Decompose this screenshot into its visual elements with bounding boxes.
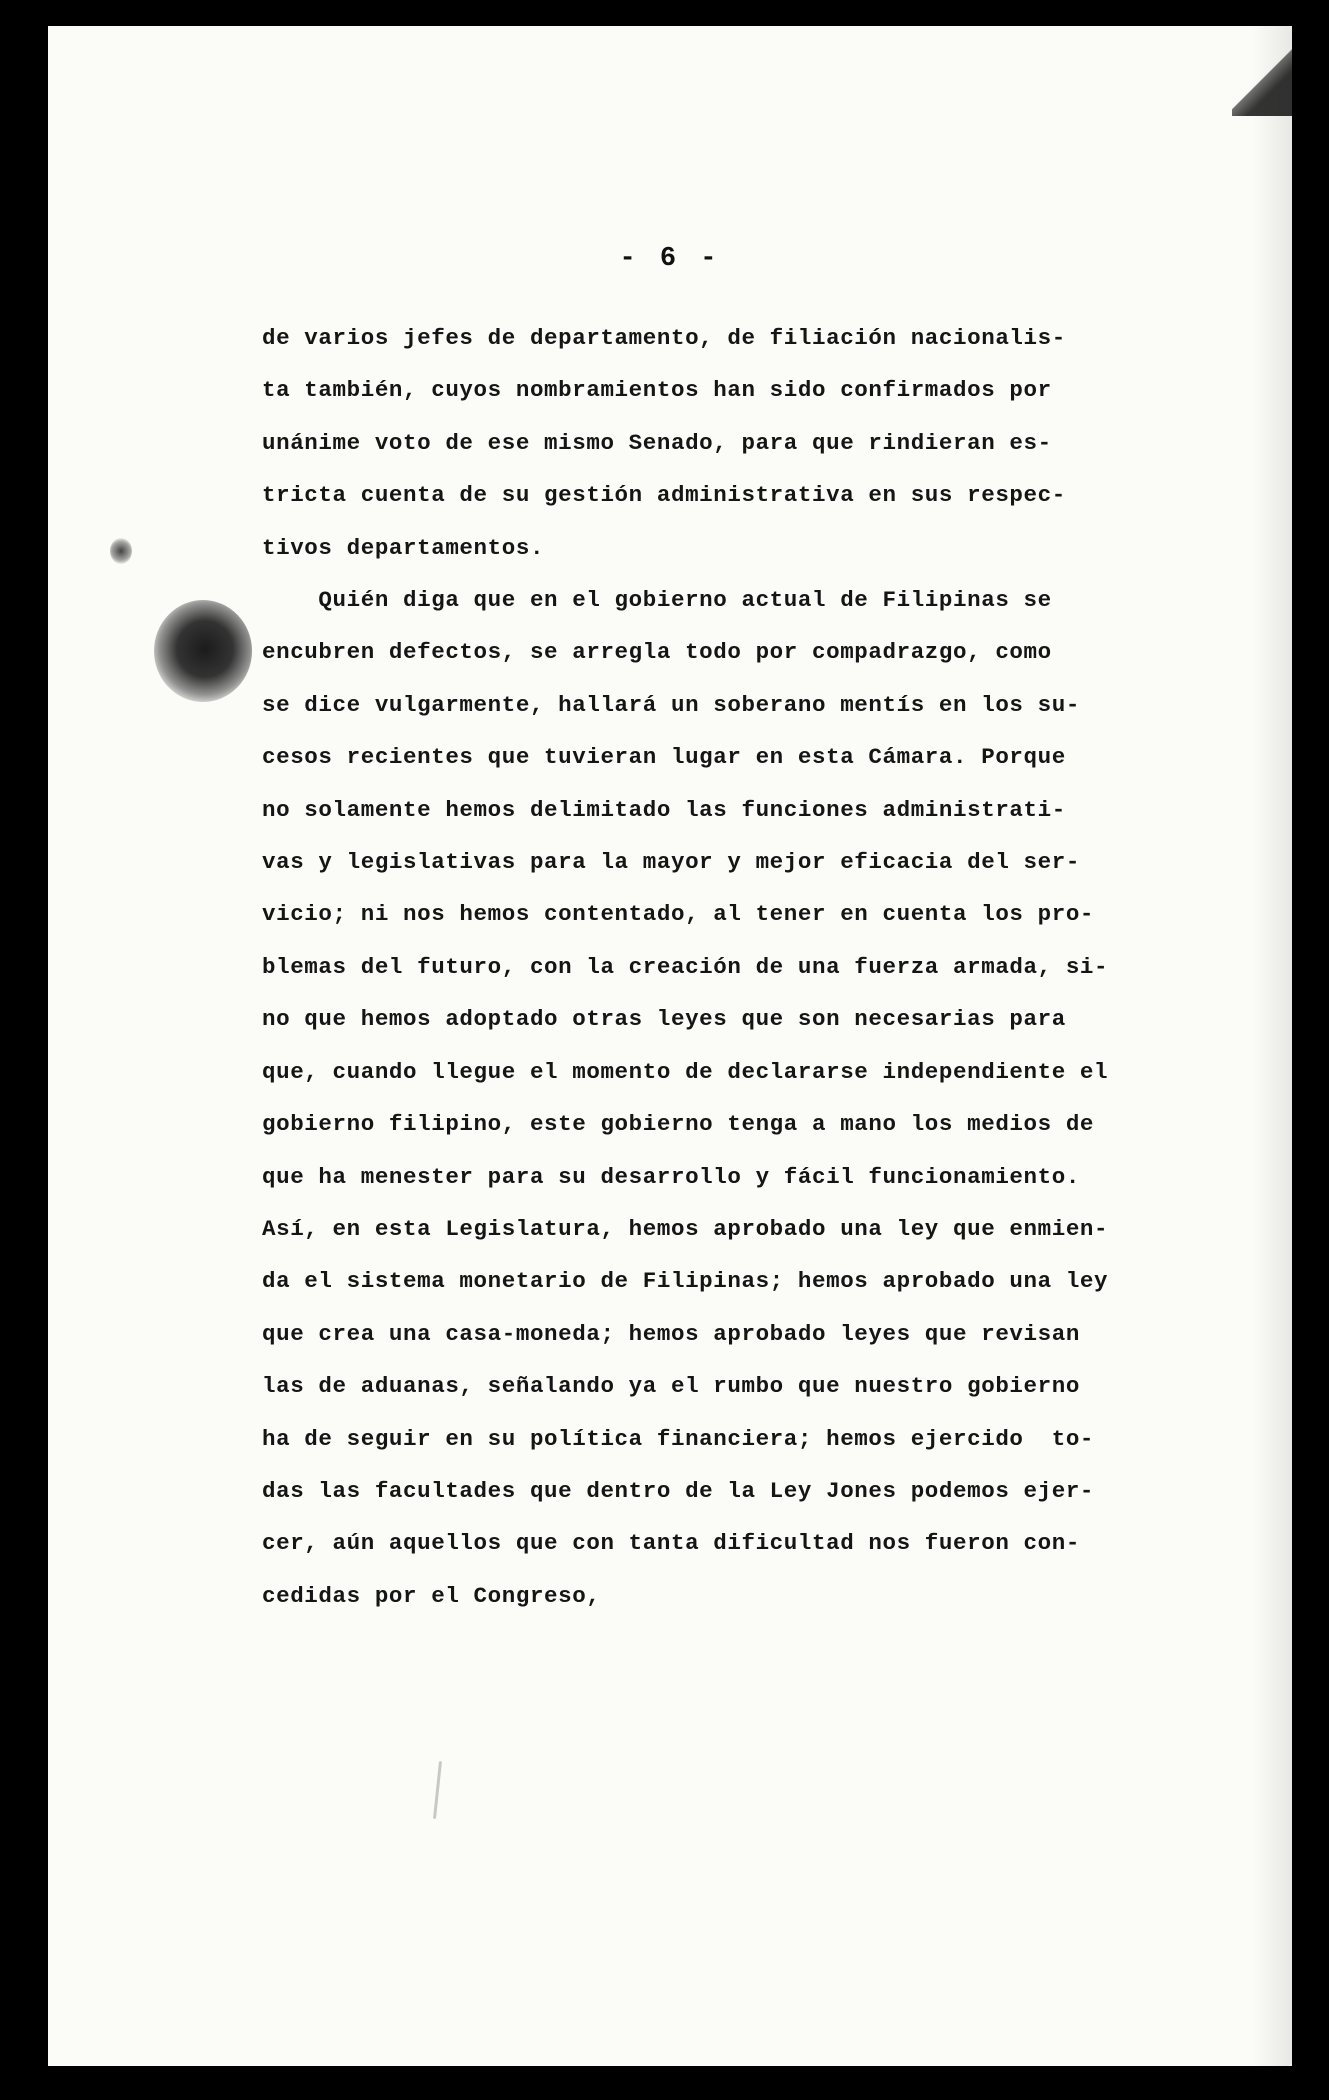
text-line: se dice vulgarmente, hallará un soberano mentís en los su- (262, 691, 1080, 718)
text-line: Así, en esta Legislatura, hemos aprobado una ley que enmien- (262, 1215, 1109, 1242)
page-number: - 6 - (619, 244, 721, 274)
document-page (48, 26, 1292, 2066)
text-line: tivos departamentos. (262, 534, 545, 561)
text-line: unánime voto de ese mismo Senado, para que rindieran es- (262, 429, 1052, 456)
stray-pencil-mark (433, 1761, 442, 1819)
text-line: de varios jefes de departamento, de filiación nacionalis- (262, 325, 1066, 351)
text-line: gobierno filipino, este gobierno tenga a mano los medios de (262, 1111, 1095, 1138)
text-line: que ha menester para su desarrollo y fácil funcionamiento. (262, 1163, 1080, 1190)
text-line: que crea una casa-moneda; hemos aprobado leyes que revisan (262, 1320, 1080, 1347)
text-line: no solamente hemos delimitado las funciones administrati- (262, 796, 1066, 823)
folded-corner (1232, 26, 1292, 116)
text-line: vas y legislativas para la mayor y mejor eficacia del ser- (262, 849, 1080, 876)
text-line: da el sistema monetario de Filipinas; hemos aprobado una ley (262, 1268, 1109, 1295)
text-line: cesos recientes que tuvieran lugar en esta Cámara. Porque (262, 744, 1066, 771)
text-line: ta también, cuyos nombramientos han sido confirmados por (262, 377, 1052, 404)
text-line: Quién diga que en el gobierno actual de Filipinas se (262, 587, 1052, 614)
text-line: vicio; ni nos hemos contentado, al tener en cuenta los pro- (262, 901, 1095, 928)
ink-blot (154, 600, 252, 702)
text-line: tricta cuenta de su gestión administrativa en sus respec- (262, 482, 1066, 509)
text-line: das las facultades que dentro de la Ley Jones podemos ejer- (262, 1477, 1095, 1504)
text-line: no que hemos adoptado otras leyes que son necesarias para (262, 1006, 1066, 1033)
text-line: cer, aún aquellos que con tanta dificultad nos fueron con- (262, 1530, 1080, 1557)
text-line: cedidas por el Congreso, (262, 1582, 601, 1609)
text-line: blemas del futuro, con la creación de una fuerza armada, si- (262, 953, 1109, 980)
text-line: encubren defectos, se arregla todo por compadrazgo, como (262, 639, 1052, 666)
text-line: las de aduanas, señalando ya el rumbo que nuestro gobierno (262, 1373, 1080, 1400)
ink-spot-small (110, 538, 132, 564)
typewritten-body (262, 312, 1242, 1622)
text-line: que, cuando llegue el momento de declararse independiente el (262, 1058, 1109, 1085)
text-line: ha de seguir en su política financiera; hemos ejercido to- (262, 1425, 1095, 1452)
